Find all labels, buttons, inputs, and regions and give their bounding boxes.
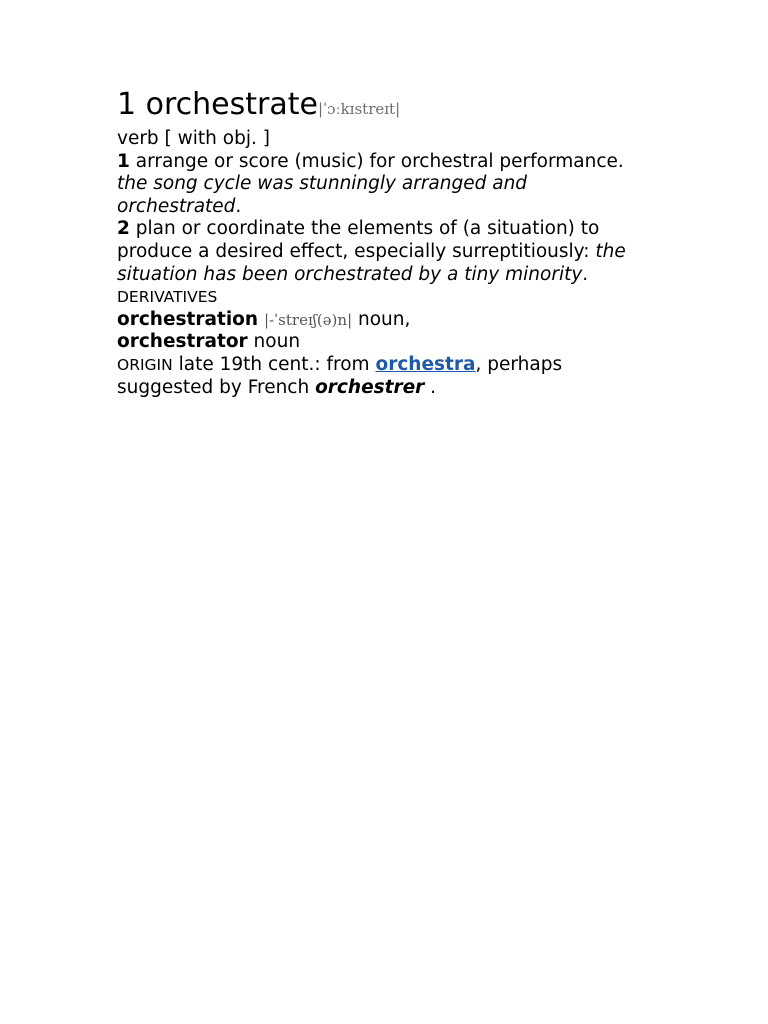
sense-number: 1 — [117, 150, 130, 172]
derivative-pos: noun, — [358, 308, 411, 330]
pronunciation: |ˈɔːkɪstreɪt| — [317, 100, 401, 118]
dictionary-entry — [117, 86, 657, 399]
derivatives-label: DERIVATIVES — [117, 288, 218, 307]
sense-1: 1 arrange or score (music) for orchestral performance. the song cycle was stunningly arranged and orchestrated. — [117, 150, 624, 217]
origin-end: . — [424, 376, 437, 398]
sense-example: the song cycle was stunningly arranged and orchestrated — [117, 173, 528, 217]
sense-definition: plan or coordinate the elements of (a situation) to produce a desired effect, especially surreptitiously: — [117, 218, 600, 262]
derivative-pronunciation: |-ˈstreɪʃ(ə)n| — [263, 310, 353, 329]
orchestra-link[interactable]: orchestra — [375, 353, 476, 375]
sense-2: 2 plan or coordinate the elements of (a situation) to produce a desired effect, especially surreptitiously: the situation has been orchestrated by a tiny minority. — [117, 218, 626, 285]
headword: 1 orchestrate — [117, 87, 318, 122]
derivative-pos: noun — [253, 331, 301, 353]
derivative-word: orchestrator — [117, 331, 248, 353]
derivative-2 — [117, 331, 657, 354]
grammar-label: verb [ with obj. ] — [117, 128, 270, 149]
origin-text-after: , perhaps suggested by French — [117, 353, 563, 398]
sense-number: 2 — [117, 218, 130, 240]
sense-example: the situation has been orchestrated by a tiny minority — [117, 240, 626, 285]
sense-definition: arrange or score (music) for orchestral performance. — [135, 150, 624, 172]
headword-line — [117, 86, 657, 128]
origin — [117, 354, 657, 399]
derivative-word: orchestration — [117, 308, 259, 330]
origin-text: late 19th cent.: from — [178, 353, 370, 375]
derivative-1 — [117, 309, 657, 332]
origin-label: ORIGIN — [117, 355, 173, 374]
french-word: orchestrer — [315, 376, 425, 398]
